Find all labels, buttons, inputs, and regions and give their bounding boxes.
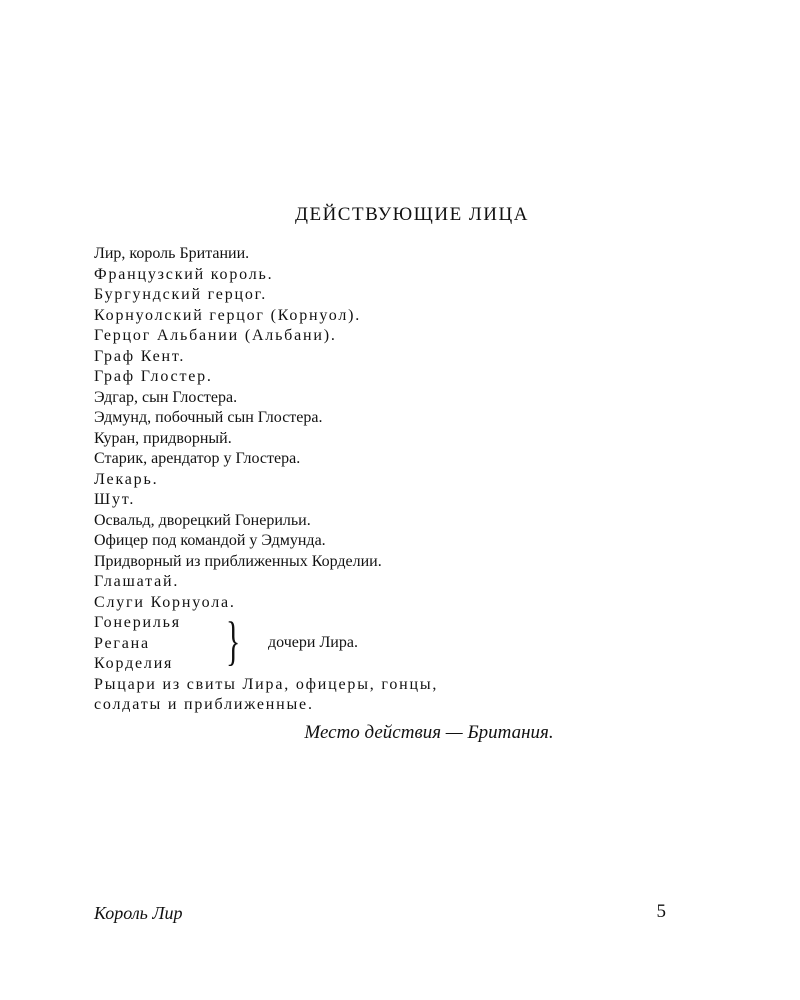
cast-item-cornwall: Корнуолский герцог (Корнуол). xyxy=(94,306,362,324)
cast-item-oswald: Освальд, дворецкий Гонерильи. xyxy=(94,511,311,529)
cast-item-doctor: Лекарь. xyxy=(94,470,159,488)
cast-item-knights: Рыцари из свиты Лира, офицеры, гонцы, xyxy=(94,675,439,693)
page-number: 5 xyxy=(656,901,666,922)
cast-item-officer: Офицер под командой у Эдмунда. xyxy=(94,532,326,549)
cast-item-burgundy: Бургундский герцог. xyxy=(94,286,268,303)
cast-item-edmund: Эдмунд, побочный сын Глостера. xyxy=(94,409,323,426)
cast-item-gentleman: Придворный из приближенных Корделии. xyxy=(94,552,382,570)
scene-location: Место действия — Британия. xyxy=(304,722,554,743)
cast-item-regan: Регана xyxy=(94,634,150,652)
grouping-brace: } xyxy=(226,611,241,671)
cast-item-servants: Слуги Корнуола. xyxy=(94,593,236,611)
cast-item-kent: Граф Кент. xyxy=(94,347,186,365)
page-heading: ДЕЙСТВУЮЩИЕ ЛИЦА xyxy=(295,204,529,225)
cast-item-goneril: Гонерилья xyxy=(94,614,181,631)
cast-item-fool: Шут. xyxy=(94,491,136,508)
running-footer-title: Король Лир xyxy=(94,903,183,923)
cast-item-albany: Герцог Альбании (Альбани). xyxy=(94,327,337,344)
daughters-description: дочери Лира. xyxy=(268,634,358,651)
cast-item-soldiers: солдаты и приближенные. xyxy=(94,696,314,713)
cast-list xyxy=(94,244,564,716)
cast-item-herald: Глашатай. xyxy=(94,573,180,590)
cast-item-french-king: Французский король. xyxy=(94,265,274,283)
cast-item-curan: Куран, придворный. xyxy=(94,429,232,447)
cast-item-cordelia: Корделия xyxy=(94,655,174,672)
cast-item-lear: Лир, король Британии. xyxy=(94,245,250,262)
cast-item-old-man: Старик, арендатор у Глостера. xyxy=(94,450,301,467)
daughters-group xyxy=(94,613,564,675)
cast-item-gloucester: Граф Глостер. xyxy=(94,368,213,385)
cast-item-edgar: Эдгар, сын Глостера. xyxy=(94,388,238,406)
